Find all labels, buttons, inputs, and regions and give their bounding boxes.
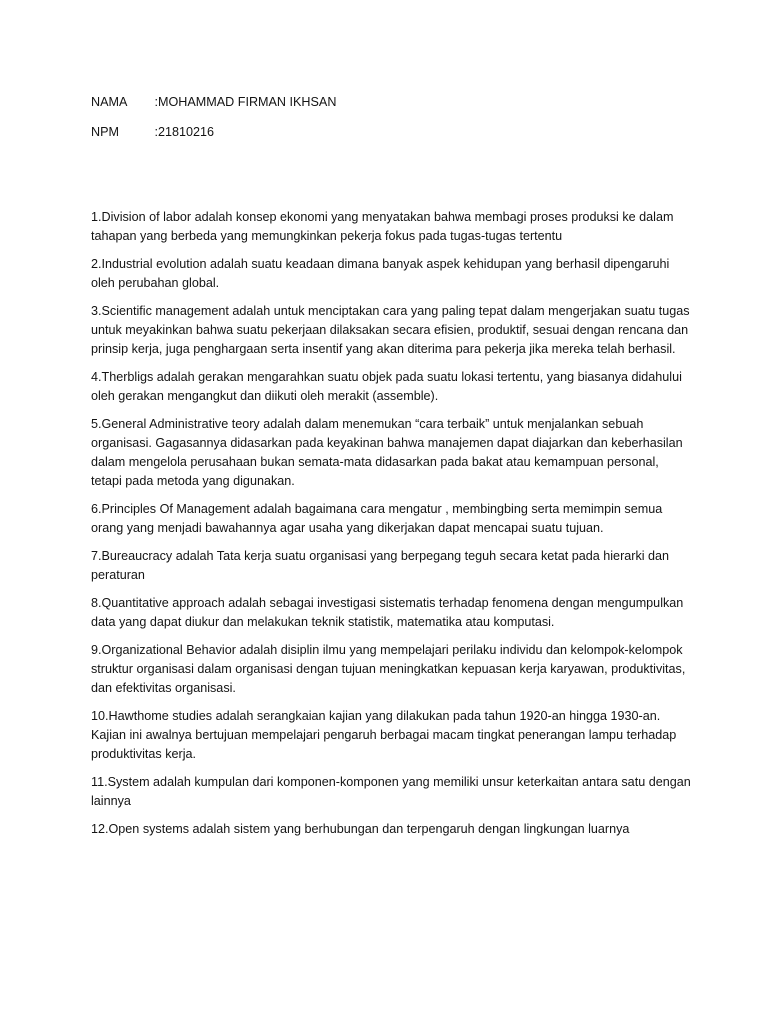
name-value: :MOHAMMAD FIRMAN IKHSAN [154, 95, 337, 109]
name-row [91, 94, 336, 110]
definition-item: 12.Open systems adalah sistem yang berhubungan dan terpengaruh dengan lingkungan luarnya [91, 822, 630, 836]
npm-value: :21810216 [154, 125, 215, 139]
definition-item: 9.Organizational Behavior adalah disiplin ilmu yang mempelajari perilaku individu dan kelompok-kelompok struktur organisasi dalam organisasi dengan tujuan meningkatkan kepuasan kerja karyawan, produktivitas, dan efektivitas organisasi. [91, 643, 686, 695]
npm-label: NPM [91, 125, 119, 139]
npm-row [91, 124, 214, 140]
definition-item: 11.System adalah kumpulan dari komponen-komponen yang memiliki unsur keterkaitan antara satu dengan lainnya [91, 775, 691, 808]
definition-item: 2.Industrial evolution adalah suatu keadaan dimana banyak aspek kehidupan yang berhasil dipengaruhi oleh perubahan global. [91, 257, 670, 290]
definition-item: 5.General Administrative teory adalah dalam menemukan “cara terbaik” untuk menjalankan sebuah organisasi. Gagasannya didasarkan pada keyakinan bahwa manajemen dapat diajarkan dan keberhasilan dalam mengelola perusahaan bukan semata-mata didasarkan pada bakat atau kemampuan personal, tetapi pada metoda yang digunakan. [91, 417, 683, 488]
definition-item: 6.Principles Of Management adalah bagaimana cara mengatur , membingbing serta memimpin semua orang yang menjadi bawahannya agar usaha yang dikerjakan dapat mencapai suatu tujuan. [91, 502, 663, 535]
definition-item: 10.Hawthome studies adalah serangkaian kajian yang dilakukan pada tahun 1920-an hingga 1930-an. Kajian ini awalnya bertujuan mempelajari pengaruh berbagai macam tingkat penerangan lampu terhadap produktivitas kerja. [91, 709, 677, 761]
definition-item: 4.Therbligs adalah gerakan mengarahkan suatu objek pada suatu lokasi tertentu, yang biasanya didahului oleh gerakan mengangkut dan diikuti oleh merakit (assemble). [91, 370, 682, 403]
definition-item: 7.Bureaucracy adalah Tata kerja suatu organisasi yang berpegang teguh secara ketat pada hierarki dan peraturan [91, 549, 670, 582]
definition-item: 1.Division of labor adalah konsep ekonomi yang menyatakan bahwa membagi proses produksi ke dalam tahapan yang berbeda yang memungkinkan pekerja fokus pada tugas-tugas tertentu [91, 210, 674, 243]
definition-list [91, 208, 691, 848]
definition-item: 3.Scientific management adalah untuk menciptakan cara yang paling tepat dalam mengerjakan suatu tugas untuk meyakinkan bahwa suatu pekerjaan dilaksakan secara efisien, produktif, sesuai dengan rencana dan prinsip kerja, juga penghargaan serta insentif yang akan diterima para pekerja jika mereka telah berhasil. [91, 304, 690, 356]
name-label: NAMA [91, 95, 128, 109]
definition-item: 8.Quantitative approach adalah sebagai investigasi sistematis terhadap fenomena dengan mengumpulkan data yang dapat diukur dan melakukan teknik statistik, matematika atau komputasi. [91, 596, 684, 629]
